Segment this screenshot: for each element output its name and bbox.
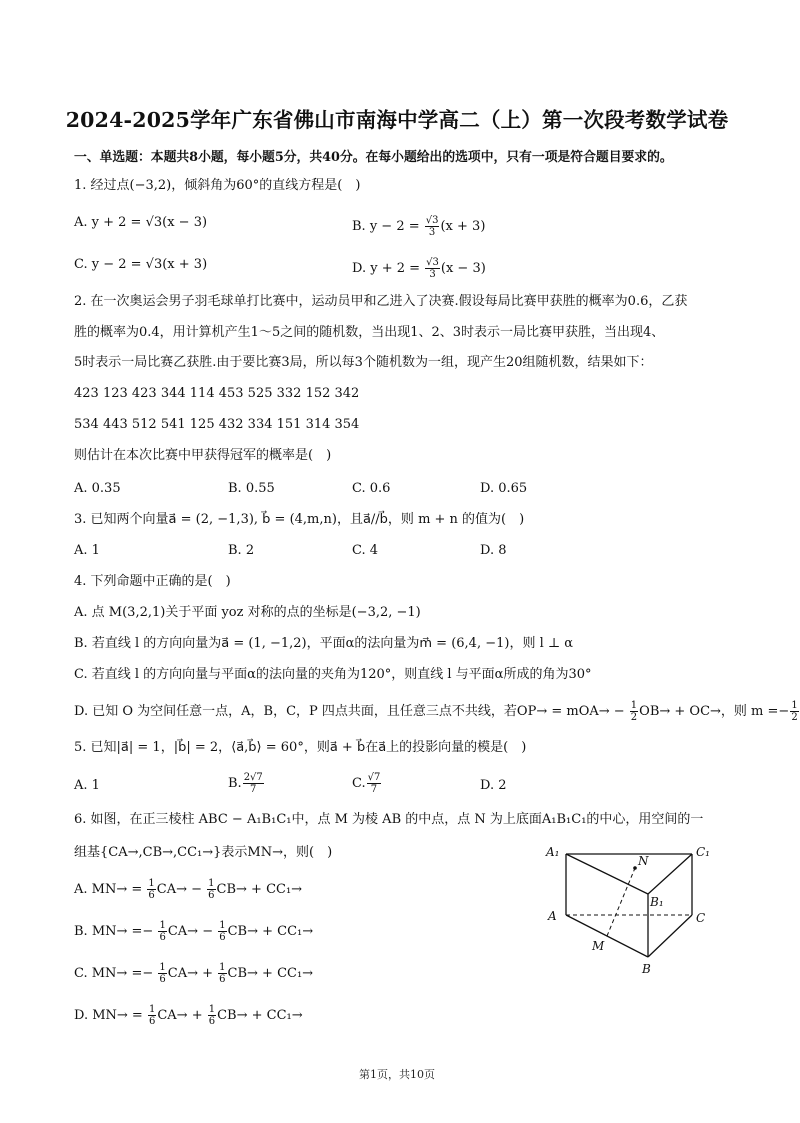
q2-option-a: A. 0.35	[74, 481, 121, 496]
q4-option-a: A. 点 M(3,2,1)关于平面 yoz 对称的点的坐标是(−3,2, −1)	[74, 605, 421, 620]
q2-random-numbers-2: 534 443 512 541 125 432 334 151 314 354	[74, 417, 360, 432]
q4-stem: 4. 下列命题中正确的是( )	[74, 574, 231, 589]
q4-option-d: D. 已知 O 为空间任意一点，A，B，C，P 四点共面，且任意三点不共线，若OP→ = mOA→ − $\frac{1}{2}$ OB→ + OC→，则 m =− $\frac{1}{2}$	[74, 700, 798, 723]
q6-line-1: 6. 如图，在正三棱柱 ABC − A₁B₁C₁中，点 M 为棱 AB 的中点，点 N 为上底面A₁B₁C₁的中心，用空间的一	[74, 812, 704, 827]
q3-option-c: C. 4	[352, 543, 379, 558]
q4-option-c: C. 若直线 l 的方向向量与平面α的法向量的夹角为120°，则直线 l 与平面α所成的角为30°	[74, 667, 592, 682]
q2-question: 则估计在本次比赛中甲获得冠军的概率是( )	[74, 448, 332, 463]
q4-option-b: B. 若直线 l 的方向向量为a⃗ = (1, −1,2)，平面α的法向量为m⃗ = (6,4, −1)，则 l ⊥ α	[74, 636, 574, 651]
label-c: C	[696, 911, 706, 925]
q2-line-2: 胜的概率为0.4，用计算机产生1～5之间的随机数，当出现1、2、3时表示一局比赛甲获胜，当出现4、	[74, 325, 665, 340]
q6-option-b: B. MN→ =− $\frac{1}{6}$ CA→ − $\frac{1}{6}$ CB→ + CC₁→	[74, 920, 314, 943]
page-title: 2024-2025学年广东省佛山市南海中学高二（上）第一次段考数学试卷	[65, 108, 729, 132]
label-m: M	[592, 939, 605, 953]
q1-option-a: A. y + 2 = √3(x − 3)	[74, 215, 208, 230]
q3-option-b: B. 2	[228, 543, 255, 558]
prism-figure	[540, 842, 730, 982]
q6-line-2: 组基{CA→,CB→,CC₁→}表示MN→，则( )	[74, 845, 333, 860]
point-n-dot	[633, 866, 637, 870]
q5-option-a: A. 1	[74, 778, 100, 793]
label-b1: B₁	[650, 895, 664, 909]
q2-line-1: 2. 在一次奥运会男子羽毛球单打比赛中，运动员甲和乙进入了决赛.假设每局比赛甲获胜的概率为0.6，乙获	[74, 294, 688, 309]
q3-option-d: D. 8	[480, 543, 507, 558]
label-n: N	[638, 854, 649, 868]
section-heading: 一、单选题：本题共8小题，每小题5分，共40分。在每小题给出的选项中，只有一项是符合题目要求的。	[74, 150, 673, 165]
q6-option-c: C. MN→ =− $\frac{1}{6}$ CA→ + $\frac{1}{6}$ CB→ + CC₁→	[74, 962, 314, 985]
page-footer: 第1页，共10页	[359, 1068, 435, 1081]
q5-stem: 5. 已知|a⃗| = 1，|b⃗| = 2，⟨a⃗,b⃗⟩ = 60°，则a⃗ + b⃗在a⃗上的投影向量的模是( )	[74, 740, 527, 755]
q1-option-d: D. y + 2 = $\frac{√3}{3}$ (x − 3)	[352, 257, 486, 280]
q2-line-3: 5时表示一局比赛乙获胜.由于要比赛3局，所以每3个随机数为一组，现产生20组随机数，结果如下：	[74, 355, 653, 370]
q2-option-b: B. 0.55	[228, 481, 275, 496]
q5-option-d: D. 2	[480, 778, 507, 793]
q6-option-a: A. MN→ = $\frac{1}{6}$ CA→ − $\frac{1}{6}$ CB→ + CC₁→	[74, 878, 303, 901]
label-c1: C₁	[696, 845, 710, 859]
q2-option-d: D. 0.65	[480, 481, 528, 496]
label-b: B	[642, 962, 651, 976]
q1-option-b: B. y − 2 = $\frac{√3}{3}$ (x + 3)	[352, 215, 486, 238]
label-a: A	[548, 909, 557, 923]
q1-option-c: C. y − 2 = √3(x + 3)	[74, 257, 208, 272]
q5-option-b: B. $\frac{2√7}{7}$	[228, 772, 263, 795]
q1-stem: 1. 经过点(−3,2)，倾斜角为60°的直线方程是( )	[74, 178, 361, 193]
q3-option-a: A. 1	[74, 543, 100, 558]
q6-option-d: D. MN→ = $\frac{1}{6}$ CA→ + $\frac{1}{6}$ CB→ + CC₁→	[74, 1004, 303, 1027]
q2-random-numbers-1: 423 123 423 344 114 453 525 332 152 342	[74, 386, 360, 401]
label-a1: A₁	[546, 845, 560, 859]
q3-stem: 3. 已知两个向量a⃗ = (2, −1,3), b⃗ = (4,m,n)，且a⃗//b⃗，则 m + n 的值为( )	[74, 512, 525, 527]
q5-option-c: C. $\frac{√7}{7}$	[352, 772, 381, 795]
q2-option-c: C. 0.6	[352, 481, 391, 496]
